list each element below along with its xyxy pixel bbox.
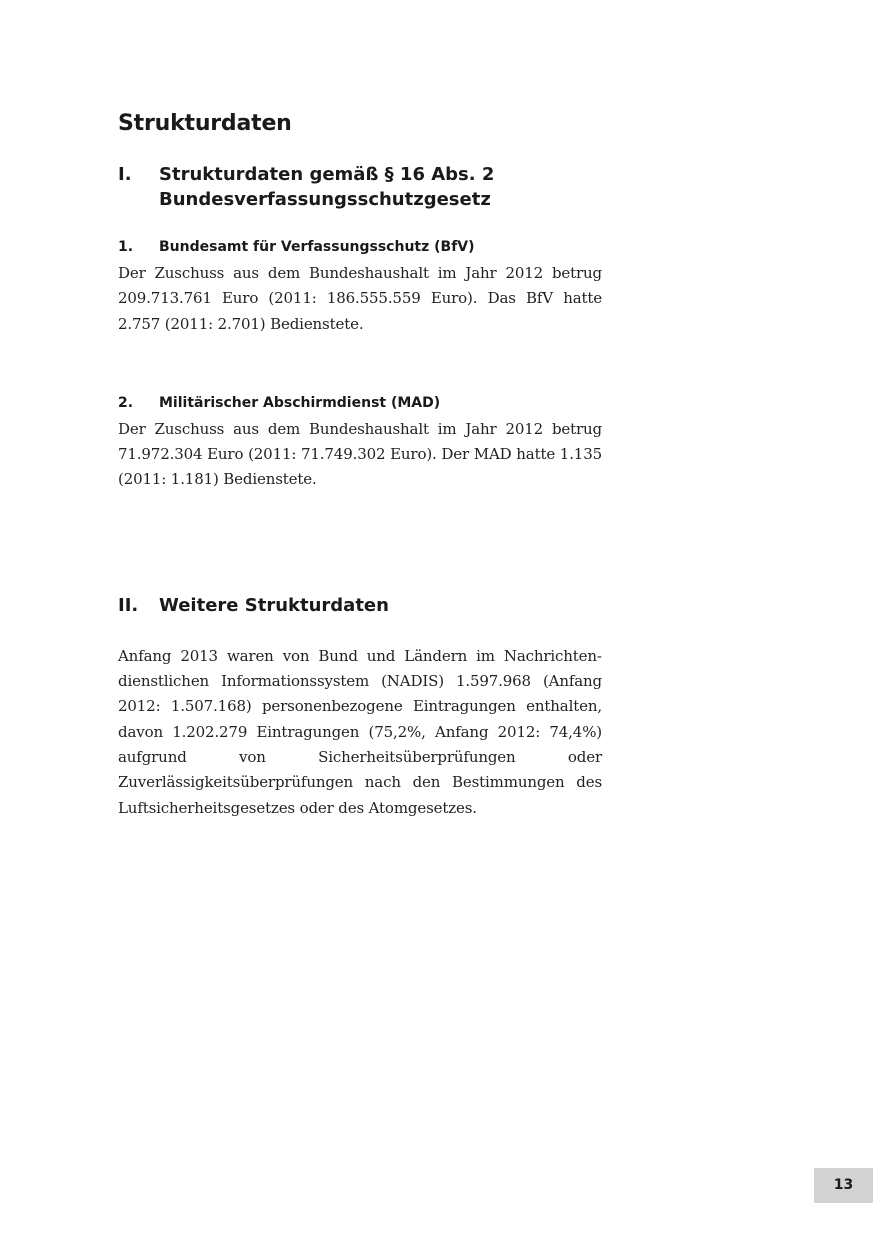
subsection-number: 1. — [118, 239, 134, 255]
section-number: II. — [118, 594, 139, 616]
section-title-line-1: Strukturdaten gemäß § 16 Abs. 2 — [159, 164, 495, 185]
section-title-line-2: Bundesverfassungsschutzgesetz — [159, 189, 491, 210]
subsection-heading-bfv — [118, 237, 602, 257]
section-number: I. — [118, 164, 132, 185]
page-number: 13 — [814, 1168, 873, 1203]
page-title: Strukturdaten — [118, 111, 292, 136]
section-heading-2 — [118, 593, 602, 618]
paragraph-nadis: Anfang 2013 waren von Bund und Ländern im Nachrichtendienstlichen Informationssystem (NADIS) 1.597.968 (Anfang 2012: 1.507.168) personenbezogene Eintragungen enthalten, davon 1.202.279 Eintragungen (75,2%, Anfang 2012: 74,4%) aufgrund von Sicherheitsüberprüfungen oder Zuverlässigkeitsüberprüfungen nach den Bestimmungen des Luftsicherheitsgesetzes oder des Atomgesetzes. — [118, 646, 602, 817]
page-content — [118, 106, 602, 821]
subsection-heading-mad — [118, 393, 602, 413]
paragraph-mad: Der Zuschuss aus dem Bundeshaushalt im Jahr 2012 betrug 71.972.304 Euro (2011: 71.749.302 Euro). Der MAD hatte 1.135 (2011: 1.181) Bedienstete. — [118, 419, 602, 489]
subsection-number: 2. — [118, 394, 134, 411]
subsection-title: Militärischer Abschirmdienst (MAD) — [159, 394, 441, 411]
section-title: Weitere Strukturdaten — [159, 594, 389, 616]
paragraph-bfv: Der Zuschuss aus dem Bundeshaushalt im Jahr 2012 betrug 209.713.761 Euro (2011: 186.555.559 Euro). Das BfV hatte 2.757 (2011: 2.701) Bedienstete. — [118, 264, 602, 333]
section-title — [159, 162, 602, 212]
section-heading-1 — [118, 162, 602, 212]
subsection-title: Bundesamt für Verfassungsschutz (BfV) — [159, 239, 475, 255]
